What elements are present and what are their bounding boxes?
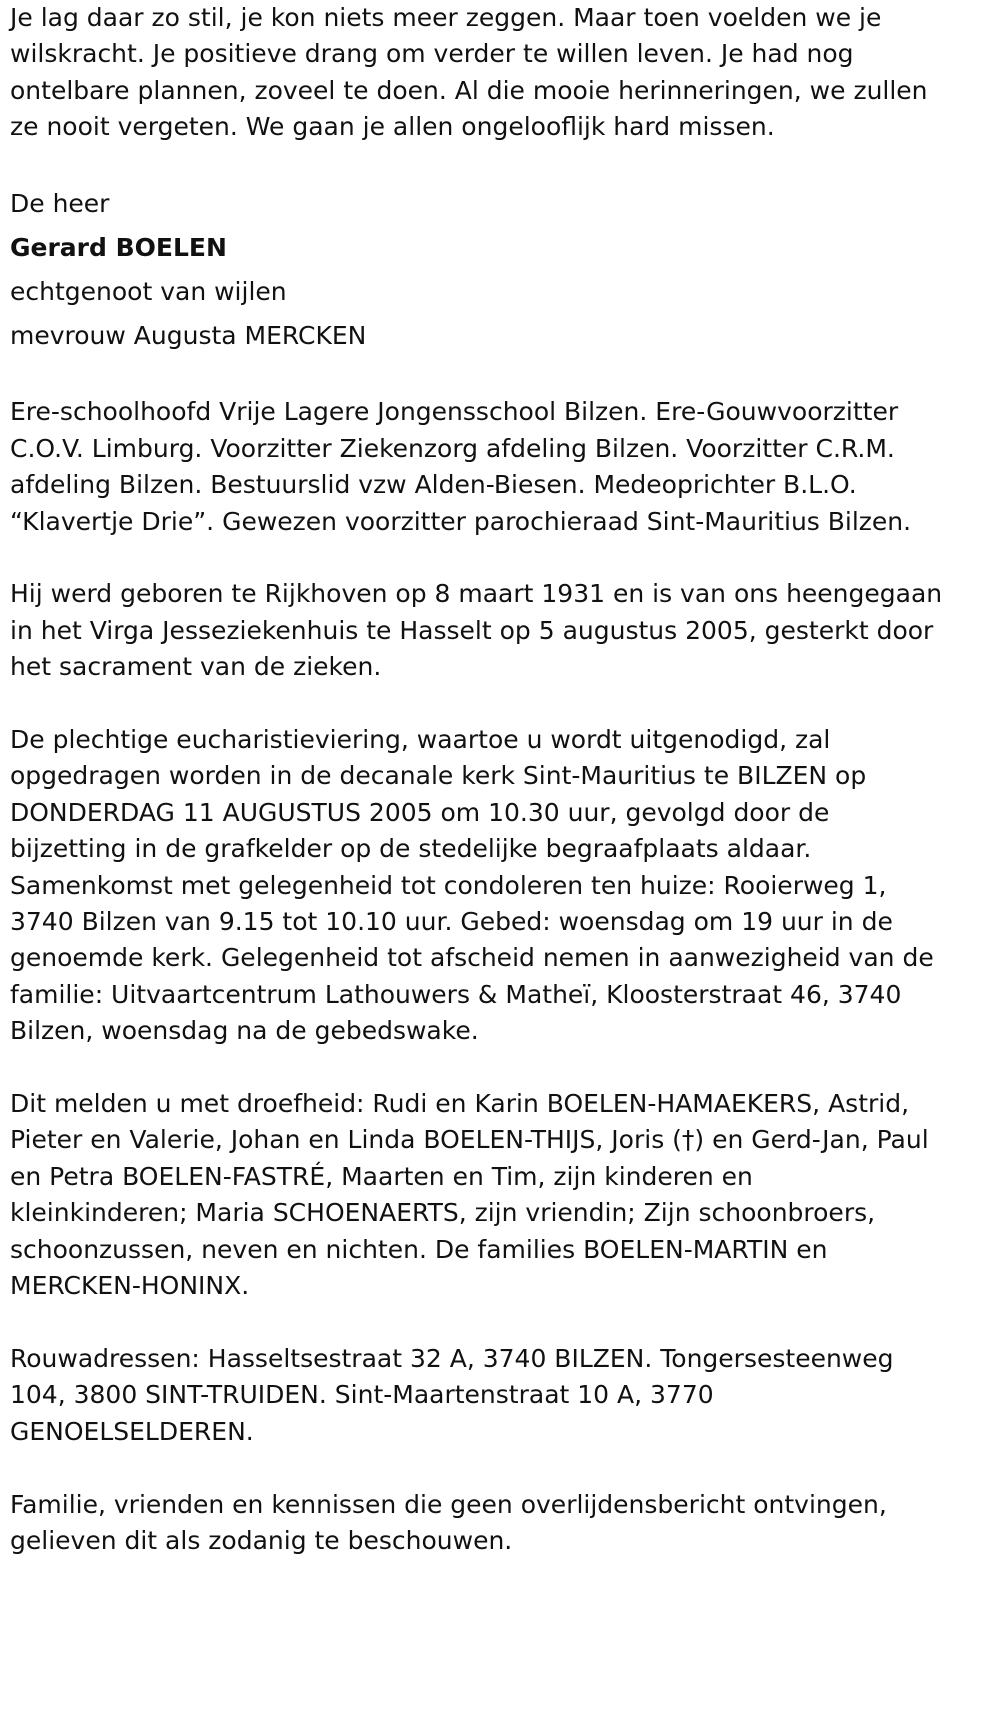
- paragraph-gap: [10, 1305, 990, 1341]
- deceased-name: Gerard BOELEN: [10, 233, 227, 263]
- birth-death-paragraph: Hij werd geboren te Rijkhoven op 8 maart 1931 en is van ons heengegaan in het Virga Jesseziekenhuis te Hasselt op 5 augustus 2005, gesterkt door het sacrament van de zieken.: [10, 579, 943, 682]
- addresses-paragraph: Rouwadressen: Hasseltsestraat 32 A, 3740 BILZEN. Tongersesteenweg 104, 3800 SINT-TRUIDEN. Sint-Maartenstraat 10 A, 3770 GENOELSELDEREN.: [10, 1343, 894, 1446]
- closing-paragraph: Familie, vrienden en kennissen die geen overlijdensbericht ontvingen, gelieven dit als zodanig te beschouwen.: [10, 1489, 887, 1555]
- honorific-title: De heer: [10, 189, 110, 219]
- functions-paragraph: Ere-schoolhoofd Vrije Lagere Jongensschool Bilzen. Ere-Gouwvoorzitter C.O.V. Limburg. Voorzitter Ziekenzorg afdeling Bilzen. Voorzitter C.R.M. afdeling Bilzen. Bestuurslid vzw Alden-Biesen. Medeoprichter B.L.O. “Klavertje Drie”. Gewezen voorzitter parochieraad Sint-Mauritius Bilzen.: [10, 397, 912, 536]
- family-paragraph: Dit melden u met droefheid: Rudi en Karin BOELEN-HAMAEKERS, Astrid, Pieter en Valerie, Johan en Linda BOELEN-THIJS, Joris (†) en Gerd-Jan, Paul en Petra BOELEN-FASTRÉ, Maarten en Tim, zijn kinderen en kleinkinderen; Maria SCHOENAERTS, zijn vriendin; Zijn schoonbroers, schoonzussen, neven en nichten. De families BOELEN-MARTIN en MERCKEN-HONINX.: [10, 1089, 929, 1301]
- paragraph-gap: [10, 686, 990, 722]
- spouse-line-1: echtgenoot van wijlen: [10, 277, 287, 307]
- paragraph-gap: [10, 1050, 990, 1086]
- paragraph-gap: [10, 146, 990, 182]
- intro-paragraph: Je lag daar zo stil, je kon niets meer zeggen. Maar toen voelden we je wilskracht. Je positieve drang om verder te willen leven. Je had nog ontelbare plannen, zoveel te doen. Al die mooie herinneringen, we zullen ze nooit vergeten. We gaan je allen ongelooflijk hard missen.: [10, 3, 928, 142]
- ceremony-paragraph: De plechtige eucharistieviering, waartoe u wordt uitgenodigd, zal opgedragen worden in de decanale kerk Sint-Mauritius te BILZEN op DONDERDAG 11 AUGUSTUS 2005 om 10.30 uur, gevolgd door de bijzetting in de grafkelder op de stedelijke begraafplaats aldaar. Samenkomst met gelegenheid tot condoleren ten huize: Rooierweg 1, 3740 Bilzen van 9.15 tot 10.10 uur. Gebed: woensdag om 19 uur in de genoemde kerk. Gelegenheid tot afscheid nemen in aanwezigheid van de familie: Uitvaartcentrum Lathouwers & Matheï, Kloosterstraat 46, 3740 Bilzen, woensdag na de gebedswake.: [10, 725, 934, 1046]
- paragraph-gap: [10, 358, 990, 394]
- spouse-line-2: mevrouw Augusta MERCKEN: [10, 321, 367, 351]
- paragraph-gap: [10, 540, 990, 576]
- paragraph-gap: [10, 1450, 990, 1486]
